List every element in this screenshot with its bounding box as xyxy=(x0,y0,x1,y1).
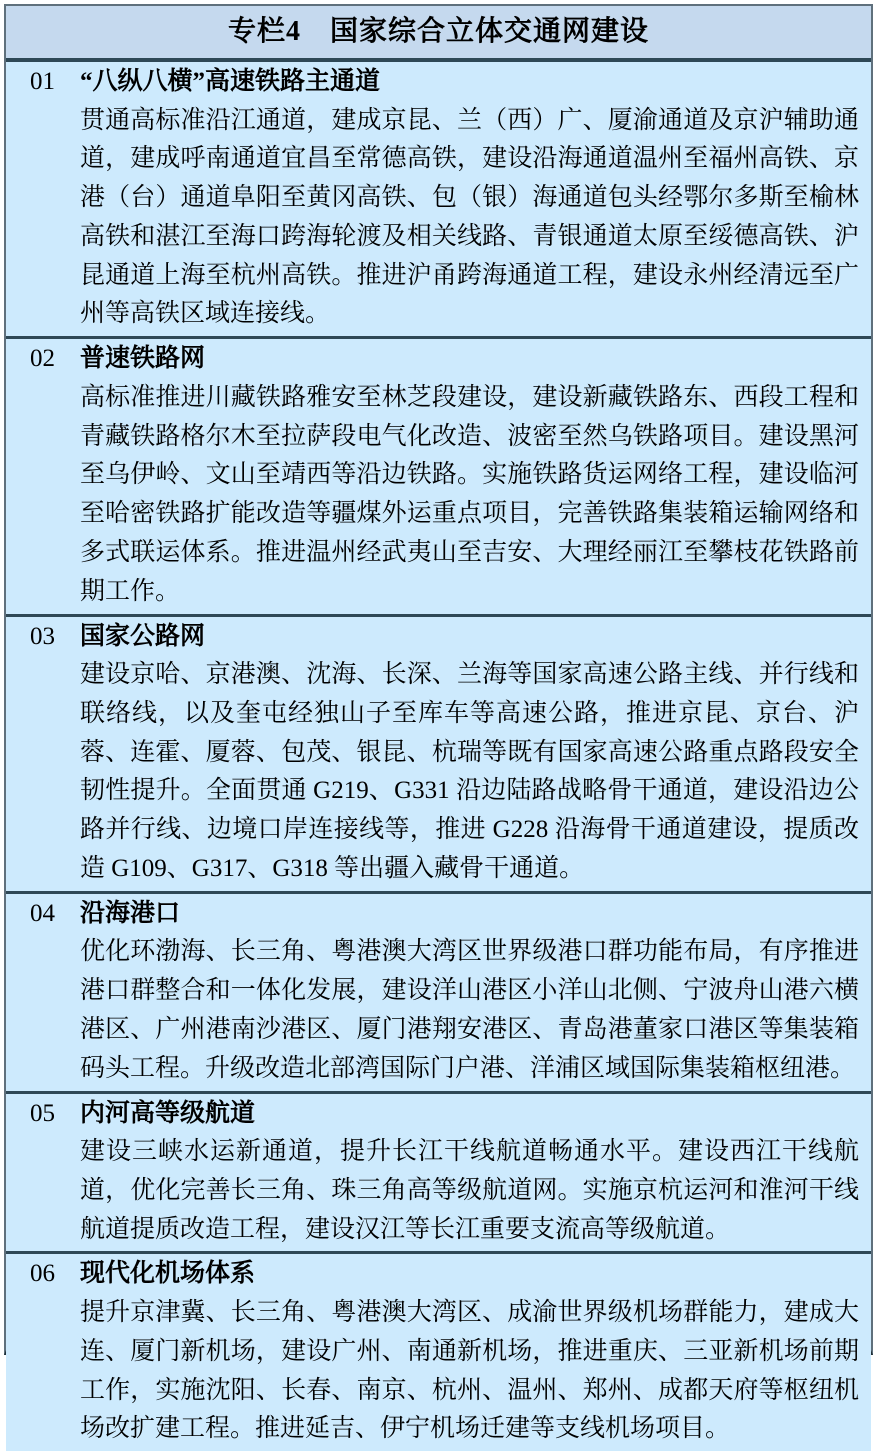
section-header-row xyxy=(6,63,861,102)
sections-container xyxy=(6,62,871,1451)
section-header-row xyxy=(6,340,861,379)
section-heading: “八纵八横”高速铁路主通道 xyxy=(80,68,381,95)
column-box xyxy=(4,4,873,1443)
section-body: 建设京哈、京港澳、沈海、长深、兰海等国家高速公路主线、并行线和联络线，以及奎屯经独山子至库车等高速公路，推进京昆、京台、沪蓉、连霍、厦蓉、包茂、银昆、杭瑞等既有国家高速公路重点路段安全韧性提升。全面贯通 G219、G331 沿边陆路战略骨干通道，建设沿边公路并行线、边境口岸连接线等，推进 G228 沿海骨干通道建设，提质改造 G109、G317、G318 等出疆入藏骨干通道。 xyxy=(80,661,859,883)
section-heading: 普速铁路网 xyxy=(80,345,206,373)
section-03-national-highway xyxy=(6,614,871,891)
section-heading: 国家公路网 xyxy=(80,622,206,650)
section-06-airport-system xyxy=(6,1251,871,1451)
section-body: 优化环渤海、长三角、粤港澳大湾区世界级港口群功能布局，有序推进港口群整合和一体化发展，建设洋山港区小洋山北侧、宁波舟山港六横港区、广州港南沙港区、厦门港翔安港区、青岛港董家口港区等集装箱码头工程。升级改造北部湾国际门户港、洋浦区域国际集装箱枢纽港。 xyxy=(80,938,859,1082)
section-body: 提升京津冀、长三角、粤港澳大湾区、成渝世界级机场群能力，建成大连、厦门新机场，建设广州、南通新机场，推进重庆、三亚新机场前期工作，实施沈阳、长春、南京、杭州、温州、郑州、成都天府等枢纽机场改扩建工程。推进延吉、伊宁机场迁建等支线机场项目。 xyxy=(80,1298,859,1443)
section-heading: 内河高等级航道 xyxy=(80,1099,256,1127)
section-04-coastal-ports xyxy=(6,891,871,1091)
section-heading: 沿海港口 xyxy=(80,899,181,927)
section-header-row xyxy=(6,1255,861,1294)
section-body: 建设三峡水运新通道，提升长江干线航道畅通水平。建设西江干线航道，优化完善长三角、珠三角高等级航道网。实施京杭运河和淮河干线航道提质改造工程，建设汉江等长江重要支流高等级航道。 xyxy=(80,1138,859,1243)
section-heading: 现代化机场体系 xyxy=(80,1260,256,1288)
section-number: 01 xyxy=(30,68,55,95)
section-header-row xyxy=(6,618,861,657)
section-05-inland-waterways xyxy=(6,1091,871,1252)
section-body: 高标准推进川藏铁路雅安至林芝段建设，建设新藏铁路东、西段工程和青藏铁路格尔木至拉萨段电气化改造、波密至然乌铁路项目。建设黑河至乌伊岭、文山至靖西等沿边铁路。实施铁路货运网络工程，建设临河至哈密铁路扩能改造等疆煤外运重点项目，完善铁路集装箱运输网络和多式联运体系。推进温州经武夷山至吉安、大理经丽江至攀枝花铁路前期工作。 xyxy=(80,383,859,605)
section-body: 贯通高标准沿江通道，建成京昆、兰（西）广、厦渝通道及京沪辅助通道，建成呼南通道宜昌至常德高铁，建设沿海通道温州至福州高铁、京港（台）通道阜阳至黄冈高铁、包（银）海通道包头经鄂尔多斯至榆林高铁和湛江至海口跨海轮渡及相关线路、青银通道太原至绥德高铁、沪昆通道上海至杭州高铁。推进沪甬跨海通道工程，建设永州经清远至广州等高铁区域连接线。 xyxy=(80,106,859,328)
section-header-row xyxy=(6,895,861,934)
section-number: 05 xyxy=(30,1099,55,1127)
section-number: 02 xyxy=(30,345,55,373)
section-number: 03 xyxy=(30,622,55,650)
section-number: 04 xyxy=(30,899,55,927)
section-header-row xyxy=(6,1095,861,1134)
box-title: 专栏4 国家综合立体交通网建设 xyxy=(6,6,871,62)
section-number: 06 xyxy=(30,1260,55,1288)
section-01-high-speed-rail xyxy=(6,62,871,336)
section-02-conventional-rail xyxy=(6,336,871,613)
